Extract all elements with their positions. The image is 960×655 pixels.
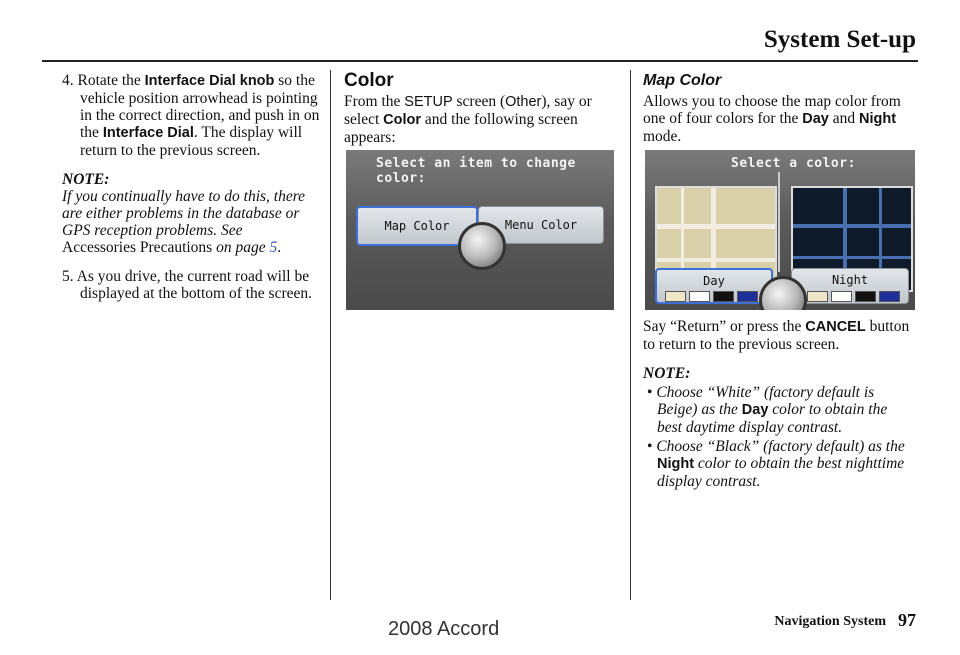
color-swatch[interactable] (713, 291, 734, 302)
map-color-screen-image (645, 150, 915, 310)
menu-color-button[interactable]: Menu Color (478, 206, 604, 244)
night-swatches (807, 291, 900, 302)
color-intro: From the SETUP screen (Other), say or select Color and the following screen appears: (344, 93, 592, 146)
interface-dial-knob-term: Interface Dial knob (144, 73, 275, 89)
map-color-button[interactable]: Map Color (356, 206, 478, 246)
map-color-heading: Map Color (643, 72, 722, 89)
left-column (62, 72, 320, 310)
column-divider-right (630, 70, 631, 600)
note-label: NOTE: (62, 171, 110, 188)
return-instruction: Say “Return” or press the CANCEL button to return to the previous screen. (643, 318, 910, 353)
color-swatch[interactable] (807, 291, 828, 302)
page-number: 97 (898, 610, 916, 630)
screen-title: Select a color: (731, 156, 856, 171)
day-swatches (665, 291, 758, 302)
page-link[interactable]: 5 (269, 239, 278, 256)
list-item: • Choose “White” (factory default is Beige) as the Day color to obtain the best daytime display contrast. (643, 384, 915, 436)
watermark-text: 2008 Accord (388, 618, 500, 640)
screen-divider (778, 172, 780, 272)
color-swatch[interactable] (689, 291, 710, 302)
header-rule (42, 60, 918, 62)
column-divider-left (330, 70, 331, 600)
list-item: • Choose “Black” (factory default) as the Night color to obtain the best nighttime display contrast. (643, 438, 915, 490)
color-swatch[interactable] (879, 291, 900, 302)
right-column (643, 72, 915, 153)
step-5: 5. As you drive, the current road will be displayed at the bottom of the screen. (62, 268, 313, 302)
color-swatch[interactable] (855, 291, 876, 302)
interface-dial-term: Interface Dial (102, 125, 194, 141)
cancel-term: CANCEL (805, 319, 866, 335)
note-block (643, 365, 915, 382)
map-color-intro: Allows you to choose the map color from one of four colors for the Day and Night mode. (643, 93, 901, 145)
note-list (643, 384, 915, 490)
color-swatch[interactable] (665, 291, 686, 302)
note-label: NOTE: (643, 365, 691, 382)
right-column-lower (643, 318, 915, 492)
day-button[interactable]: Day (655, 268, 773, 304)
color-swatch[interactable] (737, 291, 758, 302)
color-swatch[interactable] (831, 291, 852, 302)
color-screen-image (346, 150, 614, 310)
interface-dial-icon (458, 222, 506, 270)
night-button[interactable]: Night (791, 268, 909, 304)
screen-title: Select an item to change color: (376, 156, 576, 186)
page-title: System Set-up (763, 26, 916, 53)
step-4: 4. Rotate the Interface Dial knob so the vehicle position arrowhead is pointing in the correct direction, and push in on the Interface Dial. The display will return to the previous screen. (62, 72, 320, 159)
middle-column (344, 72, 616, 154)
accessories-precautions-link[interactable]: Accessories Precautions (62, 239, 213, 256)
note-block: NOTE: If you continually have to do this, there are either problems in the database or GPS reception problems. See Accessories Precautions on page 5. (62, 171, 306, 256)
color-heading: Color (344, 70, 394, 91)
footer-label: Navigation System (774, 614, 886, 629)
